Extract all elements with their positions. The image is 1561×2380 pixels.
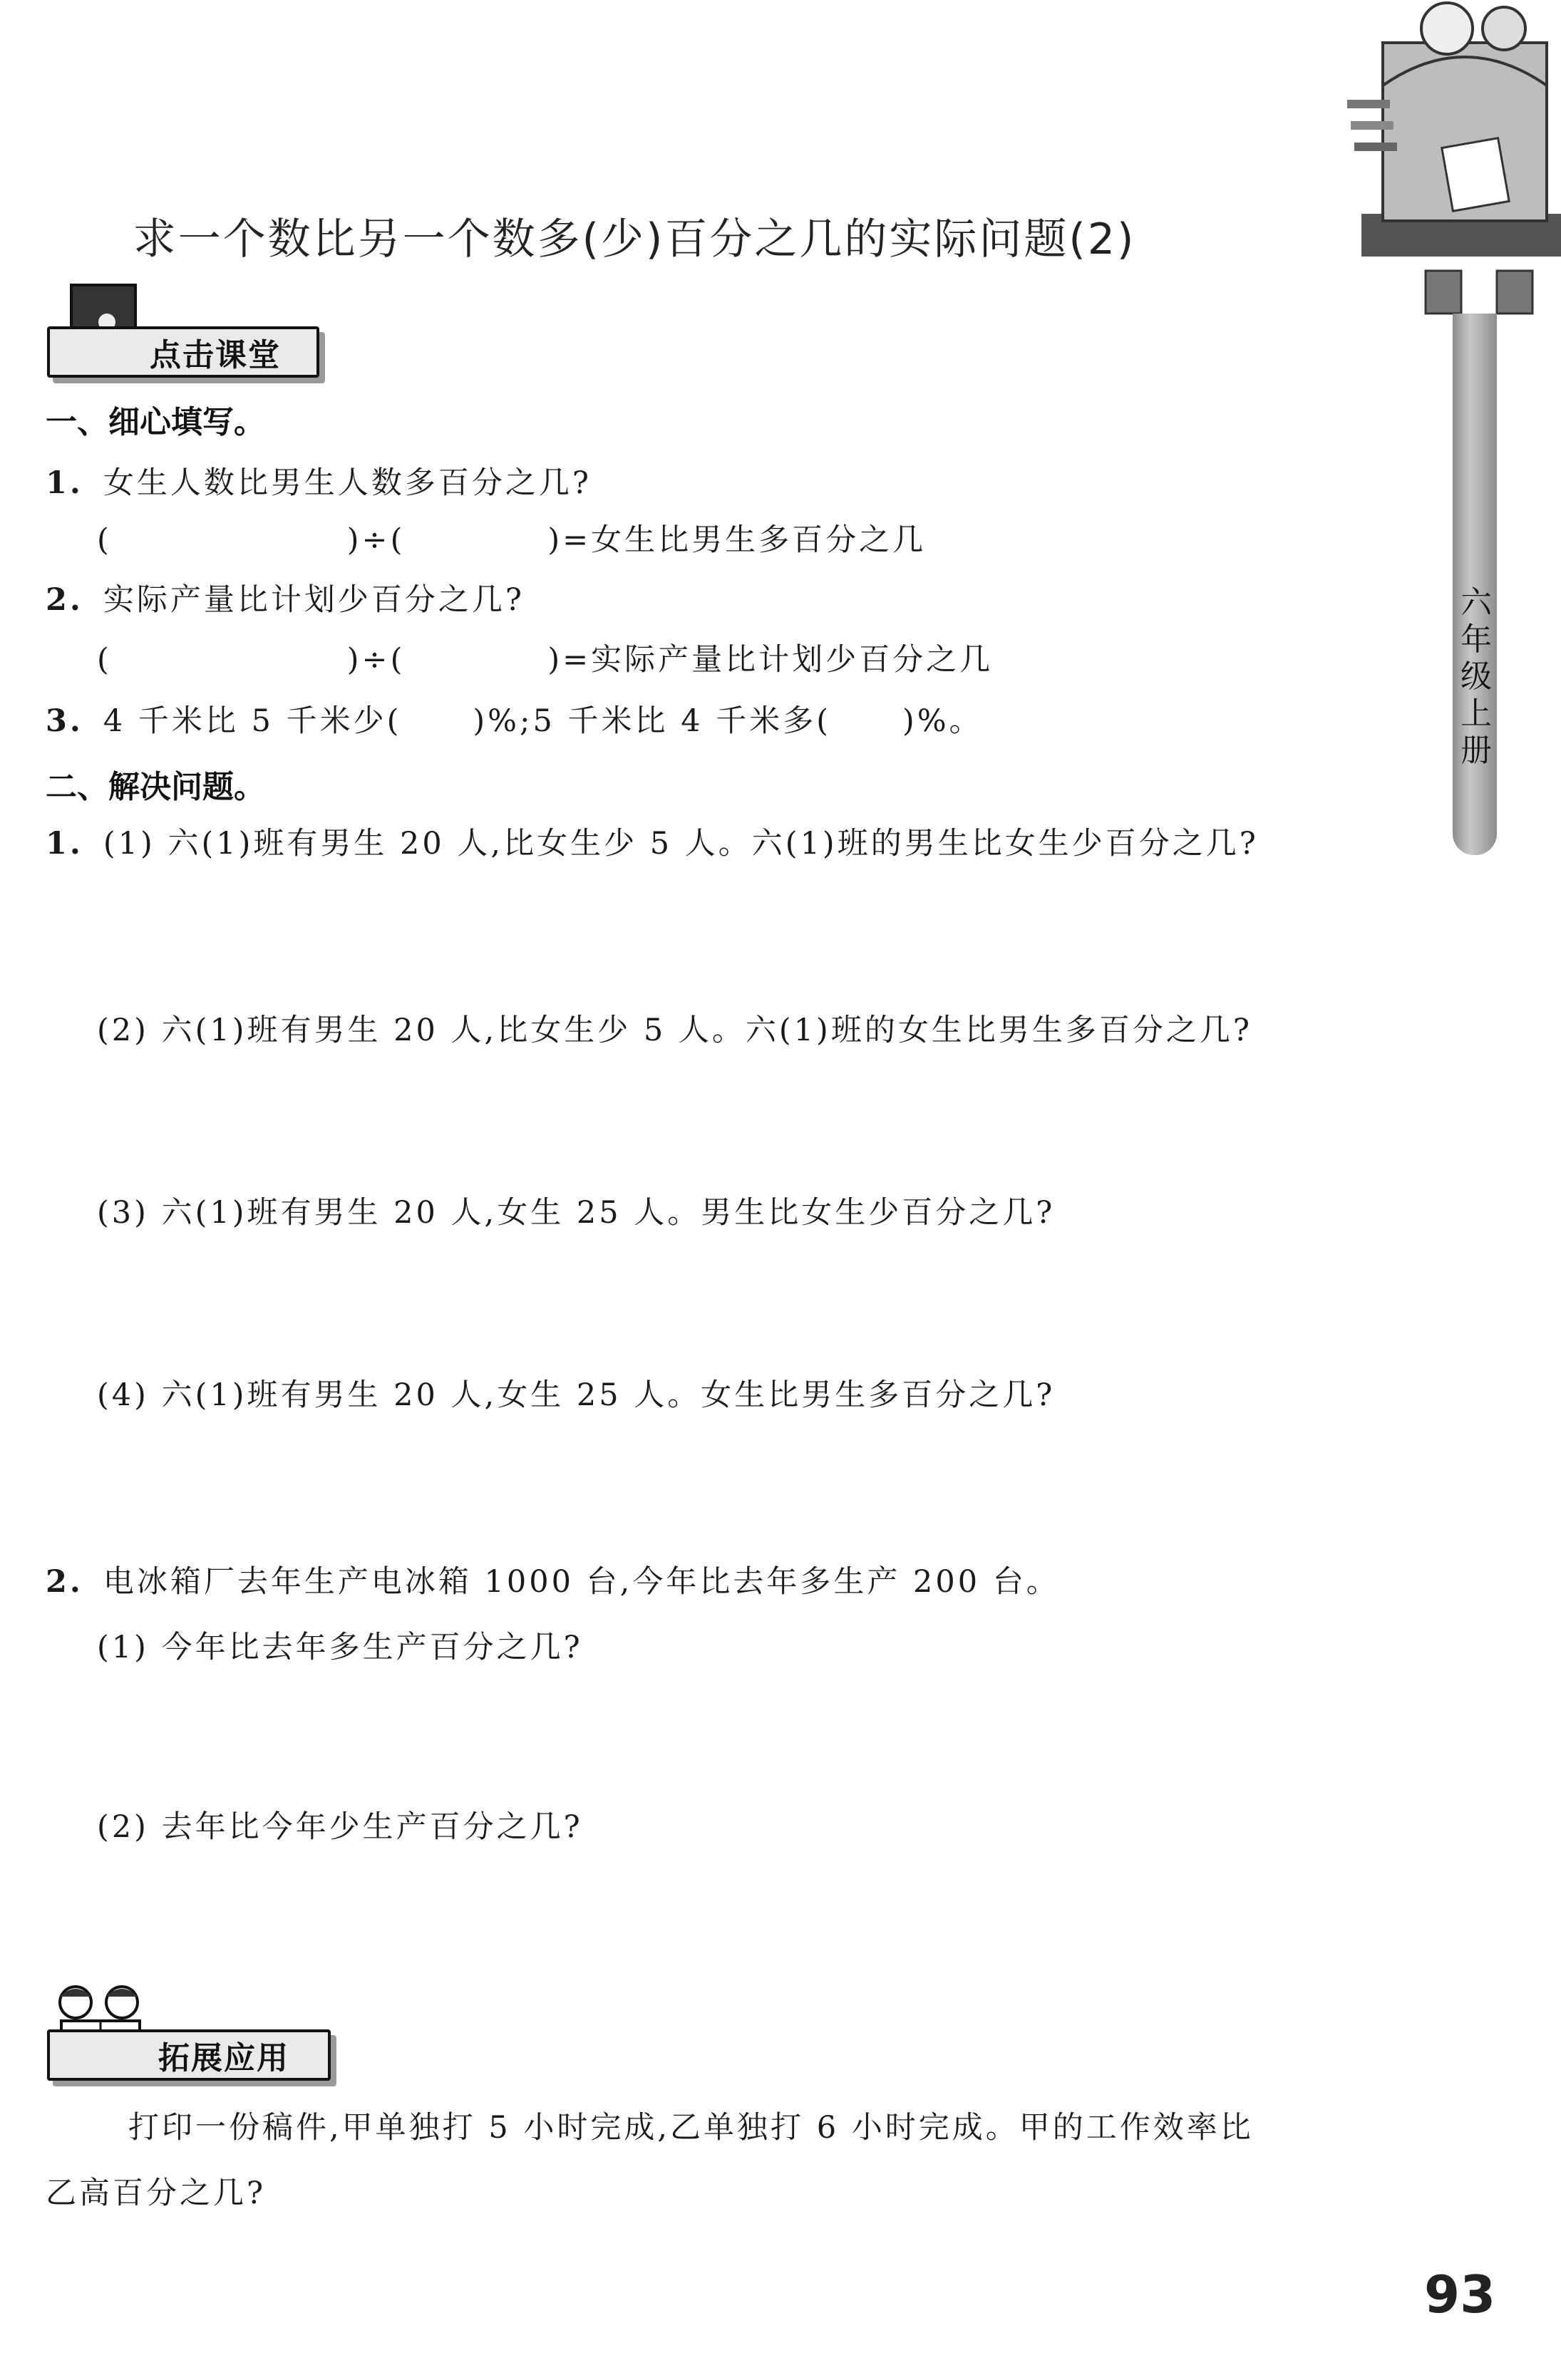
problem-2-part-2: (2) 去年比今年少生产百分之几? bbox=[97, 1809, 583, 1845]
question-number: 2. bbox=[46, 582, 83, 618]
section2-heading: 二、解决问题。 bbox=[46, 769, 265, 805]
badge-classroom-label: 点击课堂 bbox=[150, 337, 281, 373]
fill-question-1 bbox=[46, 459, 592, 502]
section1-heading: 一、细心填写。 bbox=[46, 404, 265, 440]
question-number: 1. bbox=[46, 465, 83, 501]
problem-1-part-3: (3) 六(1)班有男生 20 人,女生 25 人。男生比女生少百分之几? bbox=[97, 1195, 1056, 1231]
question-number: 3. bbox=[46, 703, 83, 739]
page-title: 求一个数比另一个数多(少)百分之几的实际问题(2) bbox=[133, 214, 1136, 264]
question-text: )%。 bbox=[902, 703, 983, 739]
blank-result-text: )=实际产量比计划少百分之几 bbox=[547, 642, 994, 678]
question-number: 2. bbox=[46, 1564, 83, 1600]
corner-illustration-icon bbox=[1340, 0, 1561, 335]
divide-operator: )÷( bbox=[346, 642, 406, 678]
question-text: 女生人数比男生人数多百分之几? bbox=[103, 465, 592, 501]
open-paren: ( bbox=[97, 522, 112, 558]
open-paren: ( bbox=[97, 642, 112, 678]
problem-1-part-2: (2) 六(1)班有男生 20 人,比女生少 5 人。六(1)班的女生比男生多百分之几? bbox=[97, 1013, 1252, 1048]
badge-extend-label: 拓展应用 bbox=[158, 2040, 289, 2076]
problem-2-part-1: (1) 今年比去年多生产百分之几? bbox=[97, 1630, 583, 1665]
question-number: 1. bbox=[46, 826, 83, 862]
question-text: 4 千米比 5 千米少( bbox=[103, 703, 402, 739]
divide-operator: )÷( bbox=[346, 522, 406, 558]
question-text: 电冰箱厂去年生产电冰箱 1000 台,今年比去年多生产 200 台。 bbox=[103, 1564, 1060, 1600]
question-text: )%;5 千米比 4 千米多( bbox=[473, 703, 832, 739]
problem-2-stem bbox=[46, 1558, 1060, 1601]
blank-result-text: )=女生比男生多百分之几 bbox=[547, 522, 927, 558]
problem-1-part-4: (4) 六(1)班有男生 20 人,女生 25 人。女生比男生多百分之几? bbox=[97, 1377, 1056, 1413]
problem-1-part-1 bbox=[46, 819, 1259, 863]
question-text: (1) 六(1)班有男生 20 人,比女生少 5 人。六(1)班的男生比女生少百分之几? bbox=[103, 826, 1259, 862]
page-number: 93 bbox=[1424, 2265, 1496, 2324]
question-text: 实际产量比计划少百分之几? bbox=[103, 582, 525, 618]
fill-blank-row-2 bbox=[97, 636, 993, 679]
extend-problem-line1: 打印一份稿件,甲单独打 5 小时完成,乙单独打 6 小时完成。甲的工作效率比 bbox=[128, 2110, 1254, 2146]
fill-blank-row-1 bbox=[97, 516, 926, 559]
extend-problem-line2: 乙高百分之几? bbox=[46, 2175, 267, 2211]
fill-question-2 bbox=[46, 576, 525, 619]
side-tab-label: 六年级上册 bbox=[1460, 584, 1492, 769]
fill-question-3 bbox=[46, 697, 983, 740]
